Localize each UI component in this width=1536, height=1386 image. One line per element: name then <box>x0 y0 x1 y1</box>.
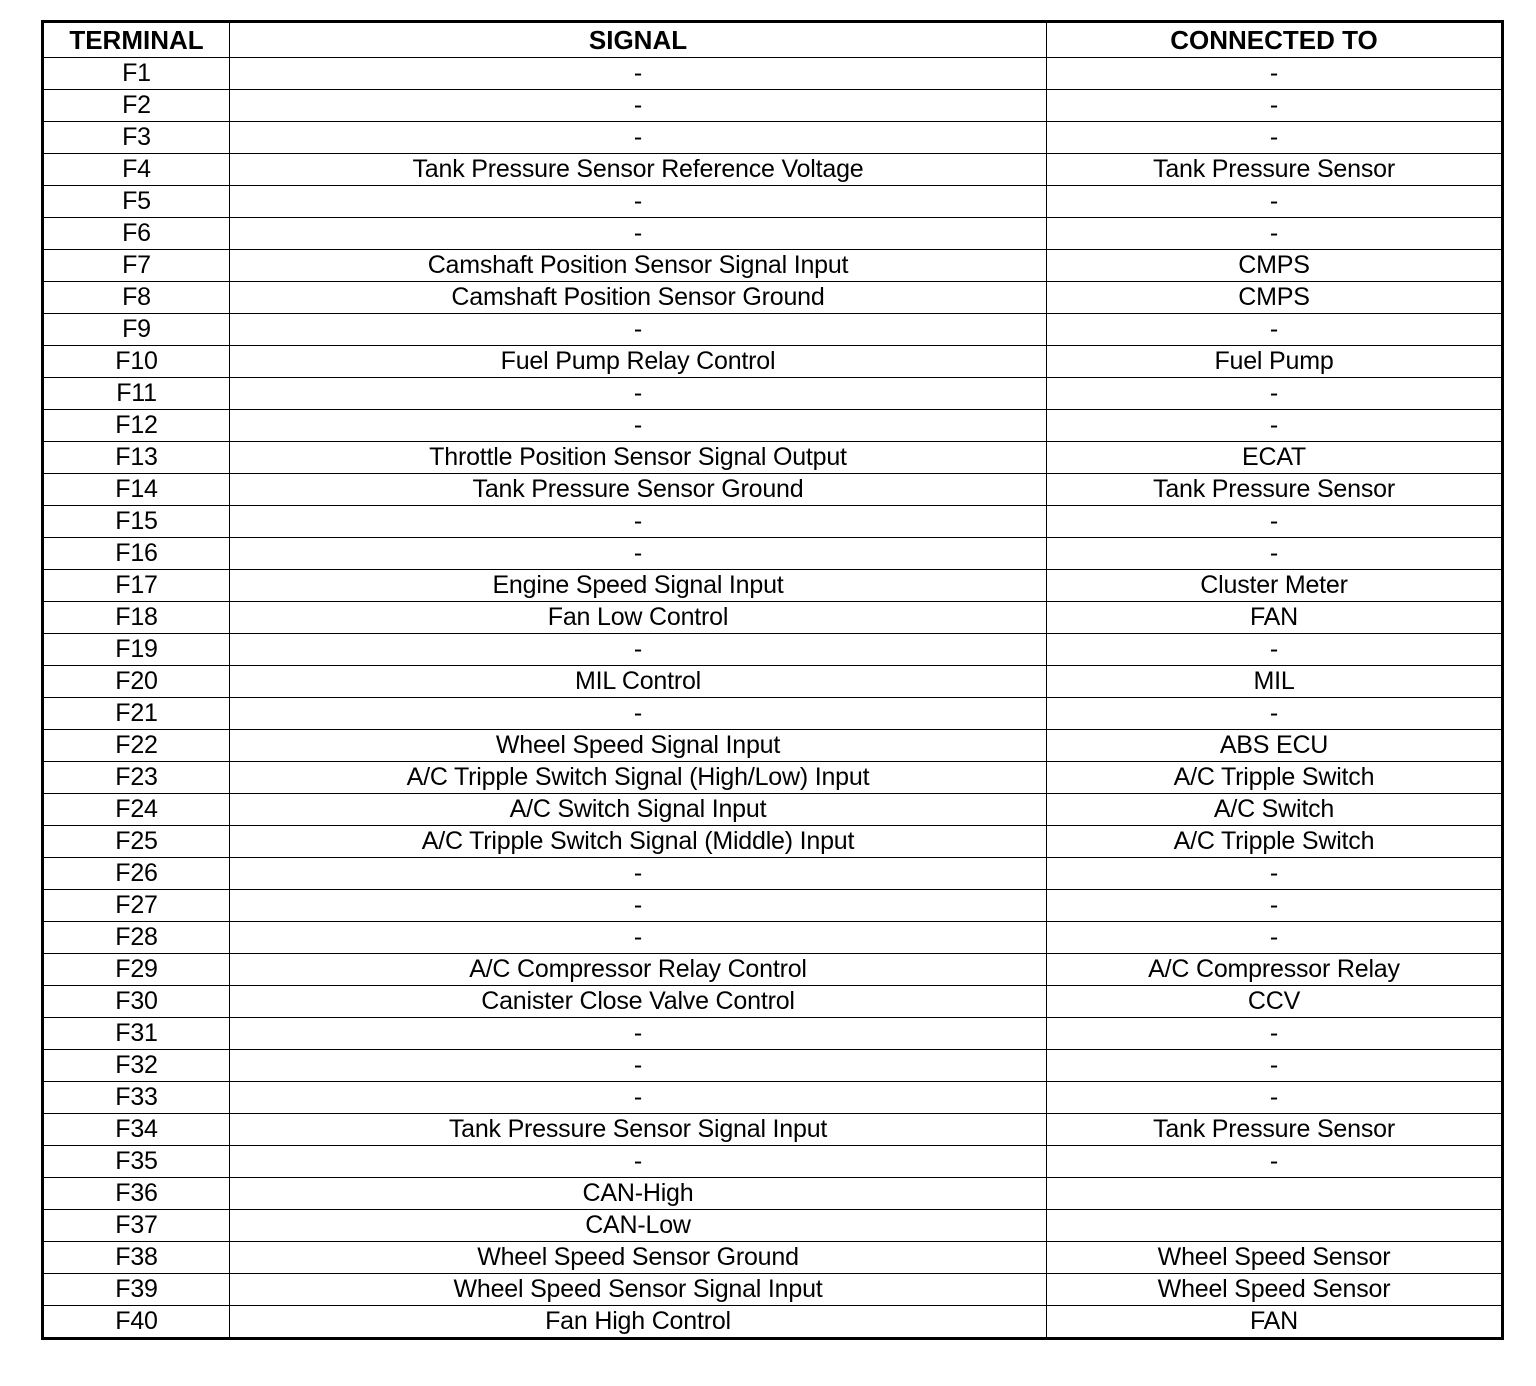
table-row <box>43 666 1503 698</box>
cell-connected-to: - <box>1047 538 1503 570</box>
cell-terminal: F23 <box>43 762 230 794</box>
cell-terminal: F8 <box>43 282 230 314</box>
cell-connected-to: CMPS <box>1047 250 1503 282</box>
cell-terminal: F13 <box>43 442 230 474</box>
cell-connected-to: A/C Tripple Switch <box>1047 826 1503 858</box>
cell-signal: Tank Pressure Sensor Reference Voltage <box>230 154 1047 186</box>
cell-terminal: F6 <box>43 218 230 250</box>
cell-signal: Fan High Control <box>230 1306 1047 1339</box>
cell-terminal: F1 <box>43 58 230 90</box>
cell-signal: - <box>230 122 1047 154</box>
table-row <box>43 1050 1503 1082</box>
table-row <box>43 826 1503 858</box>
cell-connected-to: - <box>1047 1146 1503 1178</box>
table-row <box>43 538 1503 570</box>
cell-connected-to: A/C Tripple Switch <box>1047 762 1503 794</box>
cell-terminal: F32 <box>43 1050 230 1082</box>
cell-signal: Camshaft Position Sensor Ground <box>230 282 1047 314</box>
cell-terminal: F9 <box>43 314 230 346</box>
table-row <box>43 762 1503 794</box>
cell-connected-to: MIL <box>1047 666 1503 698</box>
cell-terminal: F36 <box>43 1178 230 1210</box>
table-row <box>43 858 1503 890</box>
cell-signal: - <box>230 698 1047 730</box>
table-row <box>43 570 1503 602</box>
cell-terminal: F24 <box>43 794 230 826</box>
cell-terminal: F4 <box>43 154 230 186</box>
cell-signal: Fuel Pump Relay Control <box>230 346 1047 378</box>
cell-terminal: F29 <box>43 954 230 986</box>
table-row <box>43 1146 1503 1178</box>
cell-signal: - <box>230 506 1047 538</box>
cell-connected-to: - <box>1047 1050 1503 1082</box>
cell-signal: - <box>230 858 1047 890</box>
cell-signal: Wheel Speed Sensor Signal Input <box>230 1274 1047 1306</box>
cell-connected-to: CMPS <box>1047 282 1503 314</box>
cell-terminal: F35 <box>43 1146 230 1178</box>
table-row <box>43 218 1503 250</box>
cell-signal: Tank Pressure Sensor Signal Input <box>230 1114 1047 1146</box>
cell-terminal: F11 <box>43 378 230 410</box>
cell-terminal: F3 <box>43 122 230 154</box>
cell-connected-to <box>1047 1178 1503 1210</box>
table-row <box>43 314 1503 346</box>
cell-signal: - <box>230 378 1047 410</box>
terminal-table <box>41 20 1504 1340</box>
cell-terminal: F12 <box>43 410 230 442</box>
cell-terminal: F38 <box>43 1242 230 1274</box>
cell-connected-to: - <box>1047 314 1503 346</box>
cell-terminal: F7 <box>43 250 230 282</box>
cell-connected-to: - <box>1047 634 1503 666</box>
cell-connected-to: - <box>1047 186 1503 218</box>
table-row <box>43 1274 1503 1306</box>
cell-connected-to: - <box>1047 922 1503 954</box>
cell-terminal: F10 <box>43 346 230 378</box>
cell-connected-to: - <box>1047 1018 1503 1050</box>
table-row <box>43 602 1503 634</box>
cell-connected-to: - <box>1047 410 1503 442</box>
cell-connected-to: Tank Pressure Sensor <box>1047 154 1503 186</box>
cell-terminal: F40 <box>43 1306 230 1339</box>
cell-terminal: F5 <box>43 186 230 218</box>
cell-signal: MIL Control <box>230 666 1047 698</box>
table-row <box>43 634 1503 666</box>
header-row <box>43 22 1503 58</box>
cell-signal: Throttle Position Sensor Signal Output <box>230 442 1047 474</box>
cell-terminal: F15 <box>43 506 230 538</box>
cell-signal: - <box>230 890 1047 922</box>
cell-connected-to: A/C Compressor Relay <box>1047 954 1503 986</box>
cell-signal: Wheel Speed Sensor Ground <box>230 1242 1047 1274</box>
table-row <box>43 1210 1503 1242</box>
table-row <box>43 58 1503 90</box>
cell-signal: - <box>230 1082 1047 1114</box>
cell-terminal: F2 <box>43 90 230 122</box>
table-row <box>43 410 1503 442</box>
cell-connected-to: - <box>1047 218 1503 250</box>
table-row <box>43 730 1503 762</box>
table-row <box>43 1082 1503 1114</box>
cell-signal: - <box>230 218 1047 250</box>
cell-connected-to: FAN <box>1047 1306 1503 1339</box>
cell-terminal: F19 <box>43 634 230 666</box>
table-row <box>43 442 1503 474</box>
table-row <box>43 986 1503 1018</box>
table-row <box>43 1114 1503 1146</box>
cell-connected-to: Tank Pressure Sensor <box>1047 1114 1503 1146</box>
cell-connected-to: Wheel Speed Sensor <box>1047 1274 1503 1306</box>
cell-terminal: F18 <box>43 602 230 634</box>
table-row <box>43 506 1503 538</box>
table-row <box>43 378 1503 410</box>
cell-terminal: F39 <box>43 1274 230 1306</box>
table-row <box>43 250 1503 282</box>
cell-terminal: F33 <box>43 1082 230 1114</box>
table-body <box>43 58 1503 1339</box>
cell-signal: - <box>230 1050 1047 1082</box>
table-row <box>43 922 1503 954</box>
cell-terminal: F17 <box>43 570 230 602</box>
table-row <box>43 794 1503 826</box>
cell-connected-to: Wheel Speed Sensor <box>1047 1242 1503 1274</box>
table-row <box>43 346 1503 378</box>
table-row <box>43 282 1503 314</box>
table-row <box>43 954 1503 986</box>
cell-terminal: F21 <box>43 698 230 730</box>
cell-terminal: F31 <box>43 1018 230 1050</box>
cell-signal: Fan Low Control <box>230 602 1047 634</box>
cell-signal: - <box>230 90 1047 122</box>
cell-signal: A/C Switch Signal Input <box>230 794 1047 826</box>
cell-terminal: F26 <box>43 858 230 890</box>
cell-signal: Wheel Speed Signal Input <box>230 730 1047 762</box>
cell-terminal: F25 <box>43 826 230 858</box>
cell-connected-to: Tank Pressure Sensor <box>1047 474 1503 506</box>
table-row <box>43 1178 1503 1210</box>
header-terminal: TERMINAL <box>43 22 230 58</box>
cell-signal: Camshaft Position Sensor Signal Input <box>230 250 1047 282</box>
cell-connected-to: - <box>1047 58 1503 90</box>
table-row <box>43 90 1503 122</box>
header-connected-to: CONNECTED TO <box>1047 22 1503 58</box>
cell-signal: Tank Pressure Sensor Ground <box>230 474 1047 506</box>
cell-terminal: F14 <box>43 474 230 506</box>
table-row <box>43 1306 1503 1339</box>
cell-signal: - <box>230 538 1047 570</box>
cell-terminal: F20 <box>43 666 230 698</box>
cell-connected-to <box>1047 1210 1503 1242</box>
cell-connected-to: Cluster Meter <box>1047 570 1503 602</box>
table-row <box>43 890 1503 922</box>
cell-terminal: F16 <box>43 538 230 570</box>
cell-signal: - <box>230 58 1047 90</box>
cell-terminal: F28 <box>43 922 230 954</box>
cell-connected-to: ABS ECU <box>1047 730 1503 762</box>
cell-signal: - <box>230 1146 1047 1178</box>
cell-terminal: F30 <box>43 986 230 1018</box>
cell-connected-to: - <box>1047 890 1503 922</box>
cell-connected-to: - <box>1047 698 1503 730</box>
cell-connected-to: - <box>1047 122 1503 154</box>
table-row <box>43 186 1503 218</box>
cell-terminal: F37 <box>43 1210 230 1242</box>
cell-signal: - <box>230 1018 1047 1050</box>
header-signal: SIGNAL <box>230 22 1047 58</box>
cell-terminal: F27 <box>43 890 230 922</box>
table-header <box>43 22 1503 58</box>
cell-terminal: F22 <box>43 730 230 762</box>
cell-terminal: F34 <box>43 1114 230 1146</box>
cell-connected-to: - <box>1047 90 1503 122</box>
cell-connected-to: CCV <box>1047 986 1503 1018</box>
cell-signal: A/C Compressor Relay Control <box>230 954 1047 986</box>
table-row <box>43 1018 1503 1050</box>
table-row <box>43 1242 1503 1274</box>
cell-connected-to: - <box>1047 506 1503 538</box>
cell-signal: A/C Tripple Switch Signal (High/Low) Input <box>230 762 1047 794</box>
cell-signal: - <box>230 186 1047 218</box>
cell-connected-to: - <box>1047 1082 1503 1114</box>
cell-connected-to: ECAT <box>1047 442 1503 474</box>
cell-signal: - <box>230 410 1047 442</box>
cell-signal: Canister Close Valve Control <box>230 986 1047 1018</box>
table-row <box>43 474 1503 506</box>
cell-signal: Engine Speed Signal Input <box>230 570 1047 602</box>
cell-connected-to: - <box>1047 378 1503 410</box>
cell-signal: CAN-Low <box>230 1210 1047 1242</box>
cell-signal: CAN-High <box>230 1178 1047 1210</box>
cell-connected-to: Fuel Pump <box>1047 346 1503 378</box>
table-row <box>43 154 1503 186</box>
cell-signal: A/C Tripple Switch Signal (Middle) Input <box>230 826 1047 858</box>
table-row <box>43 698 1503 730</box>
cell-signal: - <box>230 634 1047 666</box>
cell-connected-to: A/C Switch <box>1047 794 1503 826</box>
cell-connected-to: FAN <box>1047 602 1503 634</box>
cell-signal: - <box>230 922 1047 954</box>
cell-signal: - <box>230 314 1047 346</box>
cell-connected-to: - <box>1047 858 1503 890</box>
table-row <box>43 122 1503 154</box>
